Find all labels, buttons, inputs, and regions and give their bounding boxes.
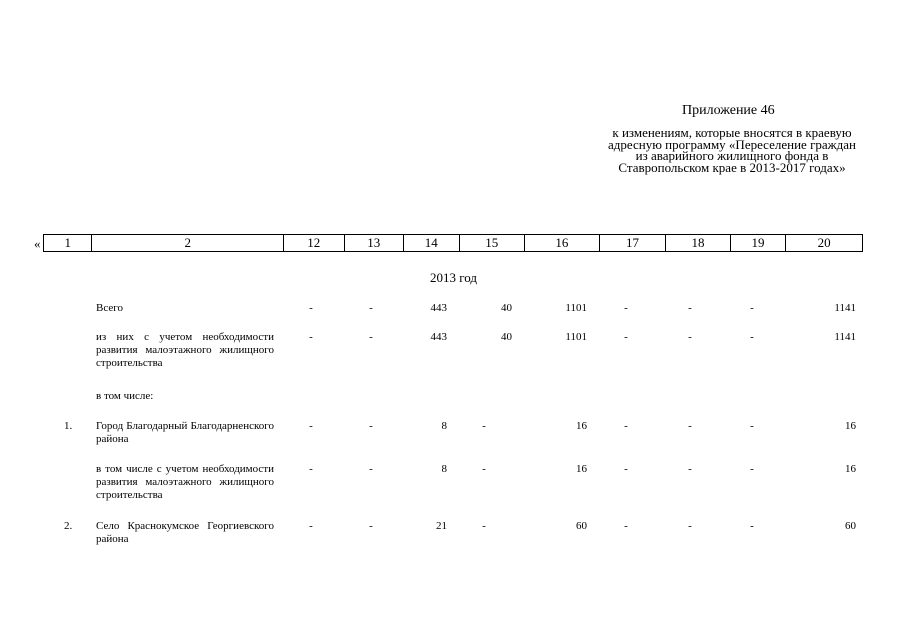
header-cell: 2	[92, 235, 284, 252]
open-quote: «	[34, 236, 41, 251]
cell-col19: -	[750, 520, 754, 532]
cell-col18: -	[688, 420, 692, 432]
cell-col12: -	[309, 463, 313, 475]
cell-col19: -	[750, 420, 754, 432]
cell-col13: -	[369, 520, 373, 532]
cell-col15: 40	[501, 331, 512, 343]
header-cell: 1	[44, 235, 92, 252]
cell-col13: -	[369, 463, 373, 475]
cell-col16: 60	[576, 520, 587, 532]
cell-col17: -	[624, 331, 628, 343]
appendix-title: Приложение 46	[682, 103, 775, 118]
cell-col12: -	[309, 420, 313, 432]
row-number: 2.	[64, 520, 73, 532]
column-header-table	[43, 234, 863, 252]
row-label: в том числе с учетом необходимости развития малоэтажного жилищного строительства	[96, 463, 274, 501]
cell-col13: -	[369, 420, 373, 432]
year-heading: 2013 год	[430, 270, 477, 285]
cell-col15: -	[482, 520, 486, 532]
cell-col16: 1101	[565, 302, 587, 314]
cell-col14: 443	[430, 302, 447, 314]
cell-col17: -	[624, 520, 628, 532]
cell-col15: 40	[501, 302, 512, 314]
cell-col15: -	[482, 463, 486, 475]
header-cell: 17	[599, 235, 666, 252]
cell-col13: -	[369, 302, 373, 314]
header-cell: 15	[459, 235, 525, 252]
cell-col17: -	[624, 463, 628, 475]
row-label: в том числе:	[96, 390, 154, 402]
header-cell: 14	[404, 235, 459, 252]
cell-col12: -	[309, 520, 313, 532]
header-cell: 13	[344, 235, 404, 252]
row-label: из них с учетом необходимости развития малоэтажного жилищного строительства	[96, 331, 274, 369]
cell-col20: 1141	[834, 302, 856, 314]
cell-col15: -	[482, 420, 486, 432]
cell-col20: 16	[845, 463, 856, 475]
cell-col18: -	[688, 520, 692, 532]
cell-col20: 60	[845, 520, 856, 532]
header-cell: 18	[666, 235, 731, 252]
cell-col18: -	[688, 302, 692, 314]
cell-col18: -	[688, 331, 692, 343]
cell-col14: 443	[430, 331, 447, 343]
header-cell: 16	[525, 235, 600, 252]
header-row	[44, 235, 863, 252]
cell-col13: -	[369, 331, 373, 343]
header-cell: 20	[786, 235, 863, 252]
cell-col17: -	[624, 420, 628, 432]
cell-col20: 16	[845, 420, 856, 432]
cell-col16: 1101	[565, 331, 587, 343]
row-number: 1.	[64, 420, 73, 432]
header-cell: 19	[730, 235, 785, 252]
cell-col19: -	[750, 463, 754, 475]
cell-col16: 16	[576, 463, 587, 475]
header-cell: 12	[284, 235, 345, 252]
cell-col17: -	[624, 302, 628, 314]
cell-col14: 21	[436, 520, 447, 532]
appendix-subtitle: к изменениям, которые вносятся в краевую адресную программу «Переселение граждан из аварийного жилищного фонда в Ставропольском крае в 2013-2017 годах»	[608, 125, 856, 175]
row-label: Город Благодарный Благодарненского района	[96, 420, 274, 445]
cell-col19: -	[750, 302, 754, 314]
row-label: Село Краснокумское Георгиевского района	[96, 520, 274, 545]
cell-col18: -	[688, 463, 692, 475]
cell-col14: 8	[441, 463, 447, 475]
cell-col16: 16	[576, 420, 587, 432]
cell-col20: 1141	[834, 331, 856, 343]
cell-col12: -	[309, 331, 313, 343]
cell-col19: -	[750, 331, 754, 343]
cell-col14: 8	[441, 420, 447, 432]
cell-col12: -	[309, 302, 313, 314]
row-label: Всего	[96, 302, 123, 314]
